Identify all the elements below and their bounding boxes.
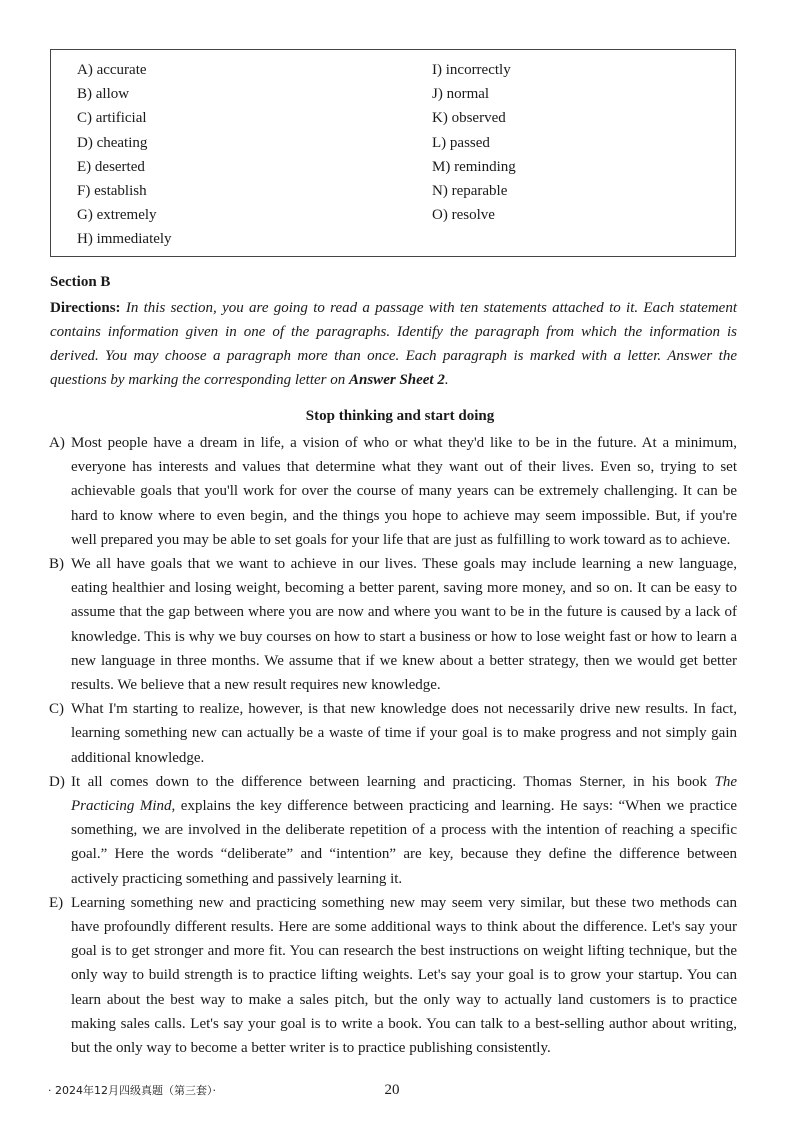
page-number: 20 [384,1082,400,1098]
directions-period: . [444,372,449,388]
word-bank-box [50,49,736,257]
word-option: B) allow [77,86,130,103]
word-option: C) artificial [77,110,147,127]
footer-exam-label: · 2024年12月四级真题（第三套）· [48,1084,216,1097]
word-bank-left-column [77,58,172,252]
paragraph-letter: C) [49,701,64,718]
word-option: G) extremely [77,207,157,224]
word-option: A) accurate [77,62,147,78]
word-bank-right-column [432,58,516,227]
directions-label: Directions: [50,300,121,316]
paragraph-text: We all have goals that we want to achieve in our lives. These goals may include learning a new language, eating healthier and losing weight, becoming a better parent, saving more money, and so on. It can be easy to assume that the gap between where you are now and where you want to be in the future is caused by a lack of knowledge. This is why we buy courses on how to start a business or how to lose weight fast or how to learn a new language in three months. We assume that if we knew about a better strategy, then we would get better results. We believe that a new result requires new knowledge. [71,556,737,694]
word-option: N) reparable [432,183,508,200]
paragraph-text: Most people have a dream in life, a vision of who or what they'd like to be in the future. At a minimum, everyone has interests and values that determine what they want out of their lives. Even so, trying to set achievable goals that you'll work for over the course of many years can be extremely challenging. It can be hard to know where to even begin, and the things you hope to achieve may seem impossible. But, if you're well prepared you may be able to set goals for your life that are just as fulfilling to work toward as to achieve. [71,435,737,548]
word-option: K) observed [432,110,506,127]
paragraph-letter: B) [49,556,64,573]
answer-sheet-label: Answer Sheet 2 [349,372,445,388]
paragraph-text: Learning something new and practicing something new may seem very similar, but these two methods can have profoundly different results. Here are some additional ways to think about the difference. Let's say your goal is to get stronger and more fit. You can research the best instructions on weight lifting technique, but the only way to build strength is to practice lifting weights. Let's say your goal is to grow your startup. You can learn about the best way to make a sales pitch, but the only way to actually land customers is to practice making sales calls. Let's say your goal is to write a book. You can talk to a best-selling author about writing, but the only way to become a better writer is to practice publishing consistently. [71,894,737,1057]
word-option: L) passed [432,134,490,151]
word-option: D) cheating [77,134,148,151]
passage-body [49,431,737,1060]
paragraph-letter: D) [49,773,65,790]
paragraph-letter: A) [49,435,65,451]
directions-text: In this section, you are going to read a passage with ten statements attached to it. Each statement contains information given in one of the paragraphs. Identify the paragraph from which the information is derived. You may choose a paragraph more than once. Each paragraph is marked with a letter. Answer the questions by marking the corresponding letter on [50,300,737,388]
word-option: E) deserted [77,158,145,175]
word-option: F) establish [77,183,147,200]
paragraph-d [49,770,737,891]
directions [50,296,737,392]
paragraph-text: It all comes down to the difference between learning and practicing. Thomas Sterner, in his book [71,773,715,790]
word-option: J) normal [432,86,490,103]
word-option: H) immediately [77,231,172,248]
book-title: The Practicing Mind [71,773,737,815]
passage-title: Stop thinking and start doing [305,408,495,424]
word-option: O) resolve [432,207,495,224]
word-option: M) reminding [432,158,516,175]
paragraph-text: What I'm starting to realize, however, is that new knowledge does not necessarily drive new results. In fact, learning something new can actually be a waste of time if your goal is to make progress and not simply gain additional knowledge. [71,701,737,766]
paragraph-b [49,552,737,697]
paragraph-a [49,431,737,552]
paragraph-e [49,891,737,1060]
paragraph-text-continued: , explains the key difference between practicing and learning. He says: “When we practice something, we are involved in the deliberate repetition of a process with the intention of reaching a specific goal.” Here the words “deliberate” and “intention” are key, because they define the difference between actively practicing something and passively learning it. [71,798,737,887]
section-title: Section B [50,274,111,290]
paragraph-c [49,697,737,770]
paragraph-letter: E) [49,894,64,911]
word-option: I) incorrectly [432,62,511,78]
